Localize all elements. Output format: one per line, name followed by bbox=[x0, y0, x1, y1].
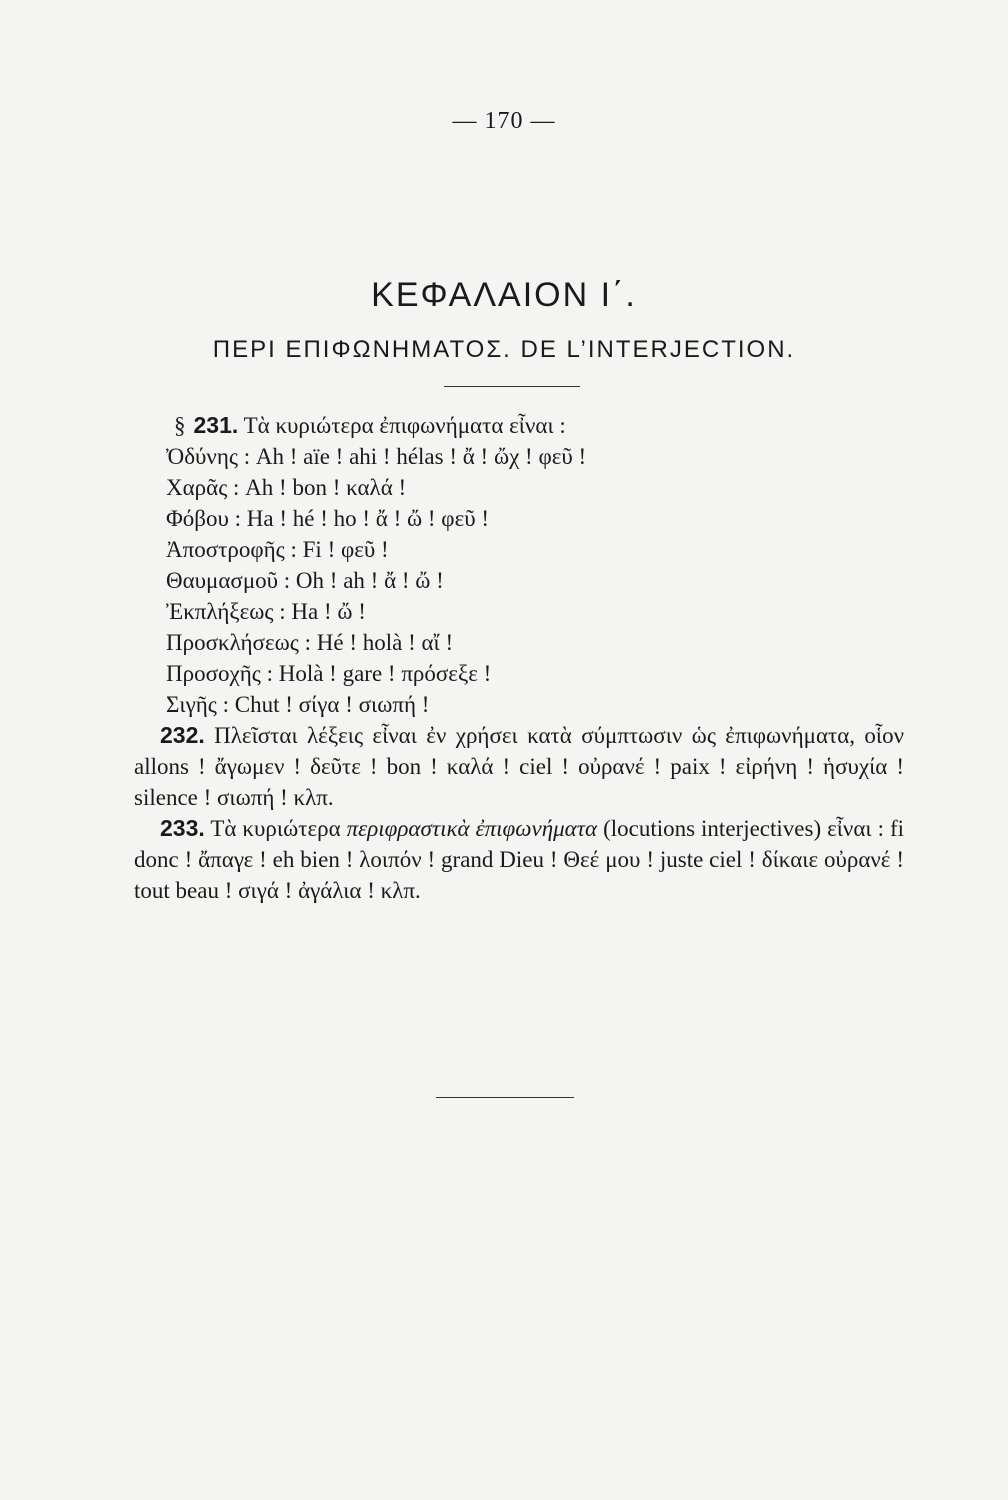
interjection-line: Ἀποστροφῆς : Fi ! φεῦ ! bbox=[166, 537, 389, 562]
chapter-title: ΚΕΦΑΛΑΙΟΝ Ι΄. bbox=[371, 276, 637, 314]
interjection-line: Σιγῆς : Chut ! σίγα ! σιωπή ! bbox=[166, 692, 430, 717]
interjection-line: Ἐκπλήξεως : Ha ! ὤ ! bbox=[166, 599, 366, 624]
interjection-line: Φόβου : Ha ! hé ! ho ! ἄ ! ὤ ! φεῦ ! bbox=[166, 506, 490, 531]
section-text: (locutions interjectives) εἶναι : fi donc ! ἄπαγε ! eh bien ! λοιπόν ! grand Dieu ! Θεέ μου ! juste ciel ! δίκαιε οὐρανέ ! tout beau ! σιγά ! ἀγάλια ! κλπ. bbox=[134, 816, 905, 903]
section-number: 231. bbox=[193, 412, 239, 438]
interjection-line: Προσκλήσεως : Hé ! holà ! αἴ ! bbox=[166, 630, 454, 655]
divider-rule bbox=[444, 386, 580, 387]
page-number: — 170 — bbox=[452, 108, 556, 134]
section-number: 233. bbox=[160, 815, 205, 841]
emphasized-term: περιφραστικὰ ἐπιφωνήματα bbox=[346, 816, 598, 841]
section-232-paragraph bbox=[134, 720, 904, 813]
chapter-subtitle: ΠΕΡΙ ΕΠΙΦΩΝΗΜΑΤΟΣ. DE L’INTERJECTION. bbox=[212, 336, 796, 363]
interjection-line: Θαυμασμοῦ : Oh ! ah ! ἄ ! ὤ ! bbox=[166, 568, 444, 593]
section-symbol: § bbox=[174, 413, 186, 438]
section-233-paragraph bbox=[134, 813, 904, 906]
interjection-line: Ὀδύνης : Ah ! aïe ! ahi ! hélas ! ἄ ! ὤχ ! φεῦ ! bbox=[166, 444, 587, 469]
interjection-line: Προσοχῆς : Holà ! gare ! πρόσεξε ! bbox=[166, 661, 492, 686]
chapter-body bbox=[134, 410, 904, 906]
section-number: 232. bbox=[160, 722, 205, 748]
section-text: Τὰ κυριώτερα bbox=[210, 816, 341, 841]
end-rule bbox=[436, 1097, 574, 1098]
section-text: Πλεῖσται λέξεις εἶναι ἐν χρήσει κατὰ σύμπτωσιν ὡς ἐπιφωνήματα, οἷον allons ! ἄγωμεν ! δεῦτε ! bon ! καλά ! ciel ! οὐρανέ ! paix ! εἰρήνη ! ἡσυχία ! silence ! σιωπή ! κλπ. bbox=[134, 723, 905, 810]
section-intro: Τὰ κυριώτερα ἐπιφωνήματα εἶναι : bbox=[243, 413, 566, 438]
interjection-line: Χαρᾶς : Ah ! bon ! καλά ! bbox=[166, 475, 407, 500]
section-231-heading bbox=[134, 410, 904, 441]
